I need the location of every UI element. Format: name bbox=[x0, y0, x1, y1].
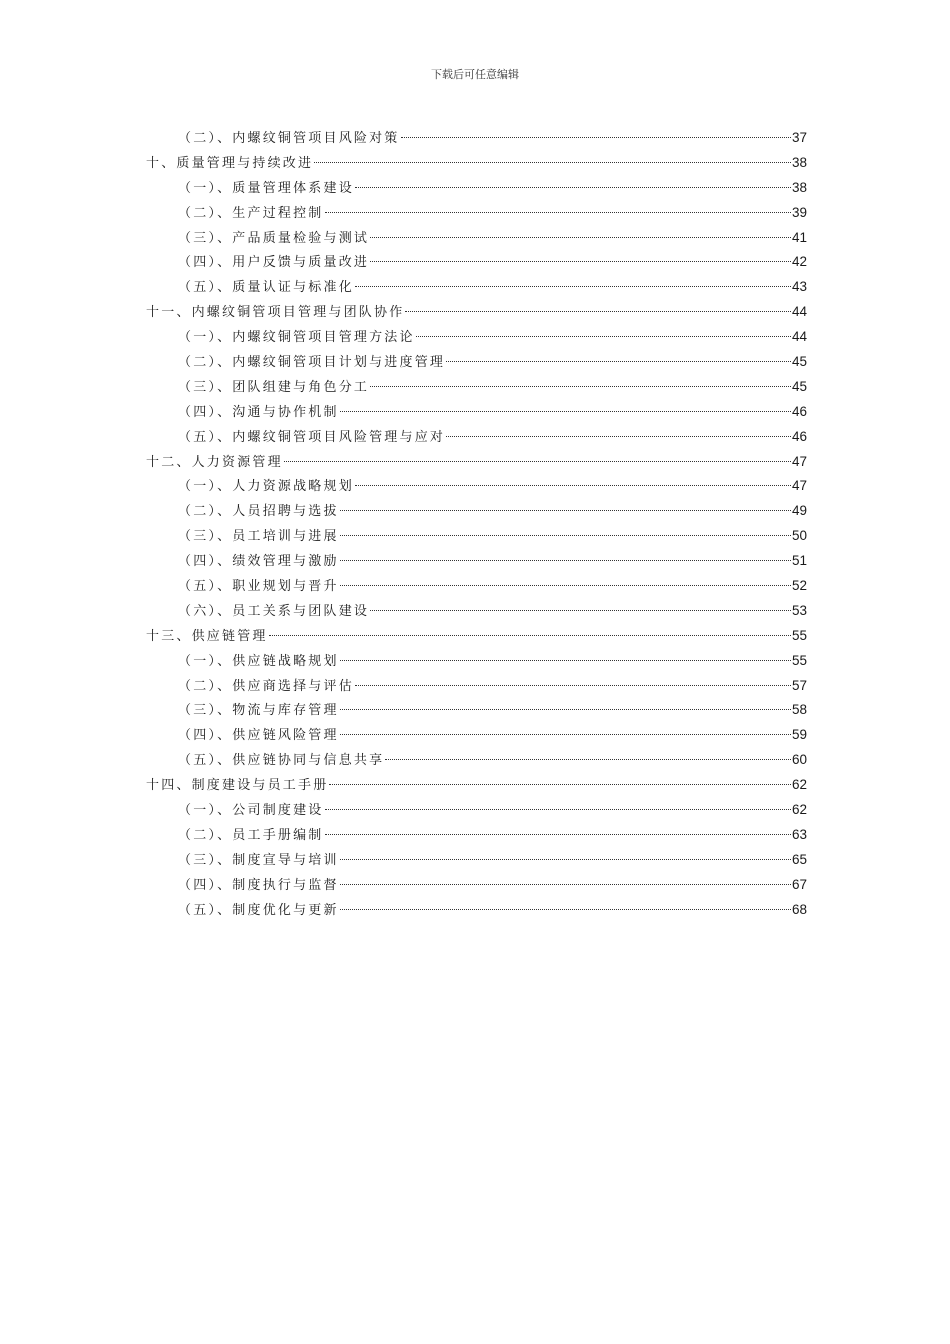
toc-section-entry[interactable] bbox=[146, 226, 807, 251]
toc-section-entry[interactable] bbox=[146, 275, 807, 300]
toc-chapter-entry[interactable] bbox=[146, 773, 807, 798]
toc-entry-title: （二）、供应商选择与评估 bbox=[178, 678, 354, 694]
dot-leader bbox=[325, 833, 791, 835]
toc-chapter-entry[interactable] bbox=[146, 151, 807, 176]
toc-page-number: 68 bbox=[791, 901, 807, 917]
toc-entry-title: （三）、制度宣导与培训 bbox=[178, 852, 339, 868]
toc-page-number: 49 bbox=[791, 503, 807, 519]
toc-page-number: 38 bbox=[791, 179, 807, 195]
toc-entry-title: （一）、公司制度建设 bbox=[178, 803, 324, 819]
toc-page-number: 55 bbox=[791, 627, 807, 643]
toc-entry-title: （五）、质量认证与标准化 bbox=[178, 280, 354, 296]
toc-entry-title: （六）、员工关系与团队建设 bbox=[178, 603, 370, 619]
toc-entry-title: （一）、内螺纹铜管项目管理方法论 bbox=[178, 330, 415, 346]
toc-section-entry[interactable] bbox=[146, 201, 807, 226]
toc-chapter-entry[interactable] bbox=[146, 450, 807, 475]
dot-leader bbox=[355, 186, 791, 188]
toc-entry-title: 十四、制度建设与员工手册 bbox=[146, 778, 329, 794]
toc-section-entry[interactable] bbox=[146, 375, 807, 400]
toc-entry-title: （五）、职业规划与晋升 bbox=[178, 579, 339, 595]
toc-page-number: 50 bbox=[791, 528, 807, 544]
dot-leader bbox=[340, 708, 791, 710]
dot-leader bbox=[325, 808, 791, 810]
dot-leader bbox=[446, 360, 791, 362]
dot-leader bbox=[355, 484, 791, 486]
toc-section-entry[interactable] bbox=[146, 400, 807, 425]
toc-entry-title: （一）、质量管理体系建设 bbox=[178, 180, 354, 196]
toc-entry-title: （四）、供应链风险管理 bbox=[178, 728, 339, 744]
toc-entry-title: 十一、内螺纹铜管项目管理与团队协作 bbox=[146, 305, 405, 321]
toc-page-number: 60 bbox=[791, 752, 807, 768]
dot-leader bbox=[340, 733, 791, 735]
toc-page-number: 63 bbox=[791, 826, 807, 842]
toc-page-number: 59 bbox=[791, 727, 807, 743]
toc-page-number: 43 bbox=[791, 279, 807, 295]
toc-page-number: 44 bbox=[791, 304, 807, 320]
toc-page-number: 55 bbox=[791, 652, 807, 668]
page-header: 下载后可任意编辑 bbox=[431, 68, 519, 81]
toc-chapter-entry[interactable] bbox=[146, 624, 807, 649]
toc-page-number: 47 bbox=[791, 453, 807, 469]
toc-entry-title: （四）、沟通与协作机制 bbox=[178, 404, 339, 420]
toc-page-number: 52 bbox=[791, 578, 807, 594]
toc-page-number: 45 bbox=[791, 378, 807, 394]
toc-section-entry[interactable] bbox=[146, 599, 807, 624]
toc-entry-title: 十二、人力资源管理 bbox=[146, 454, 283, 470]
dot-leader bbox=[355, 684, 791, 686]
dot-leader bbox=[340, 908, 791, 910]
toc-page-number: 57 bbox=[791, 677, 807, 693]
toc-entry-title: （二）、员工手册编制 bbox=[178, 827, 324, 843]
dot-leader bbox=[340, 410, 791, 412]
dot-leader bbox=[340, 883, 791, 885]
toc-page-number: 46 bbox=[791, 428, 807, 444]
toc-section-entry[interactable] bbox=[146, 823, 807, 848]
toc-section-entry[interactable] bbox=[146, 748, 807, 773]
dot-leader bbox=[416, 335, 791, 337]
dot-leader bbox=[284, 460, 791, 462]
toc-section-entry[interactable] bbox=[146, 798, 807, 823]
toc-page-number: 45 bbox=[791, 354, 807, 370]
toc-entry-title: 十三、供应链管理 bbox=[146, 628, 268, 644]
toc-section-entry[interactable] bbox=[146, 649, 807, 674]
toc-entry-title: （二）、内螺纹铜管项目风险对策 bbox=[178, 131, 400, 146]
dot-leader bbox=[370, 385, 791, 387]
toc-entry-title: （二）、人员招聘与选拔 bbox=[178, 504, 339, 520]
toc-page-number: 51 bbox=[791, 553, 807, 569]
dot-leader bbox=[340, 858, 791, 860]
dot-leader bbox=[405, 310, 791, 312]
toc-section-entry[interactable] bbox=[146, 176, 807, 201]
dot-leader bbox=[401, 136, 791, 138]
toc-section-entry[interactable] bbox=[146, 898, 807, 923]
toc-section-entry[interactable] bbox=[146, 698, 807, 723]
toc-page-number: 38 bbox=[791, 154, 807, 170]
toc-page-number: 46 bbox=[791, 403, 807, 419]
dot-leader bbox=[314, 161, 791, 163]
toc-entry-title: （五）、供应链协同与信息共享 bbox=[178, 753, 385, 769]
toc-entry-title: （四）、制度执行与监督 bbox=[178, 877, 339, 893]
dot-leader bbox=[325, 211, 791, 213]
toc-page-number: 67 bbox=[791, 876, 807, 892]
dot-leader bbox=[370, 236, 791, 238]
toc-section-entry[interactable] bbox=[146, 425, 807, 450]
toc-entry-title: （三）、员工培训与进展 bbox=[178, 529, 339, 545]
toc-entry-title: （二）、内螺纹铜管项目计划与进度管理 bbox=[178, 355, 446, 371]
toc-entry-title: （五）、制度优化与更新 bbox=[178, 902, 339, 918]
toc-chapter-entry[interactable] bbox=[146, 300, 807, 325]
dot-leader bbox=[385, 758, 791, 760]
toc-page-number: 39 bbox=[791, 204, 807, 220]
toc-entry-title: （三）、产品质量检验与测试 bbox=[178, 230, 370, 246]
toc-section-entry[interactable] bbox=[146, 126, 807, 151]
dot-leader bbox=[340, 559, 791, 561]
dot-leader bbox=[355, 285, 791, 287]
toc-entry-title: （三）、物流与库存管理 bbox=[178, 703, 339, 719]
toc-section-entry[interactable] bbox=[146, 474, 807, 499]
toc-entry-title: （五）、内螺纹铜管项目风险管理与应对 bbox=[178, 429, 446, 445]
dot-leader bbox=[269, 634, 791, 636]
toc-entry-title: （二）、生产过程控制 bbox=[178, 205, 324, 221]
dot-leader bbox=[340, 534, 791, 536]
toc-section-entry[interactable] bbox=[146, 350, 807, 375]
toc-section-entry[interactable] bbox=[146, 549, 807, 574]
dot-leader bbox=[370, 609, 791, 611]
toc-entry-title: 十、质量管理与持续改进 bbox=[146, 155, 314, 171]
toc-page-number: 62 bbox=[791, 802, 807, 818]
toc-entry-title: （四）、绩效管理与激励 bbox=[178, 554, 339, 570]
toc-page-number: 65 bbox=[791, 851, 807, 867]
toc-page-number: 41 bbox=[791, 229, 807, 245]
dot-leader bbox=[340, 509, 791, 511]
toc-section-entry[interactable] bbox=[146, 524, 807, 549]
dot-leader bbox=[370, 260, 791, 262]
toc-section-entry[interactable] bbox=[146, 848, 807, 873]
toc-entry-title: （一）、人力资源战略规划 bbox=[178, 479, 354, 495]
toc-page-number: 44 bbox=[791, 329, 807, 345]
dot-leader bbox=[340, 584, 791, 586]
toc-section-entry[interactable] bbox=[146, 873, 807, 898]
toc-entry-title: （一）、供应链战略规划 bbox=[178, 653, 339, 669]
toc-section-entry[interactable] bbox=[146, 674, 807, 699]
toc-page-number: 37 bbox=[791, 130, 807, 145]
toc-section-entry[interactable] bbox=[146, 250, 807, 275]
toc-entry-title: （三）、团队组建与角色分工 bbox=[178, 379, 370, 395]
toc-page-number: 53 bbox=[791, 602, 807, 618]
toc-page-number: 62 bbox=[791, 777, 807, 793]
dot-leader bbox=[329, 783, 791, 785]
toc-section-entry[interactable] bbox=[146, 723, 807, 748]
table-of-contents bbox=[146, 126, 807, 923]
toc-section-entry[interactable] bbox=[146, 499, 807, 524]
dot-leader bbox=[446, 435, 791, 437]
toc-entry-title: （四）、用户反馈与质量改进 bbox=[178, 255, 370, 271]
toc-section-entry[interactable] bbox=[146, 574, 807, 599]
toc-page-number: 58 bbox=[791, 702, 807, 718]
toc-page-number: 47 bbox=[791, 478, 807, 494]
dot-leader bbox=[340, 659, 791, 661]
toc-page-number: 42 bbox=[791, 254, 807, 270]
toc-section-entry[interactable] bbox=[146, 325, 807, 350]
